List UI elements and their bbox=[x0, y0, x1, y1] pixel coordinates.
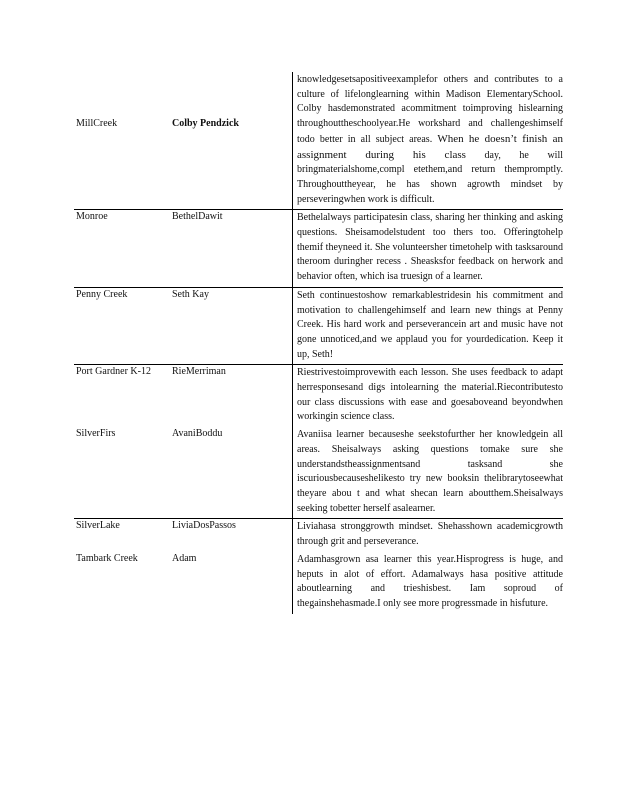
recognition-text-part: day, he will bringmaterialshome,compl etethem,and return thempromptly. Throughouttheyear, he has shown agrowth mindset by perseveringwhen work is difficult. bbox=[297, 149, 564, 205]
recognition-text: Liviahasa stronggrowth mindset. Shehasshown academicgrowth through grit and perseverance. bbox=[293, 519, 564, 552]
school-name: SilverFirs bbox=[76, 428, 116, 440]
recognition-text: Avaniisa learner becauseshe seekstofurther her knowledgein all areas. Sheisalways asking questions tomake sure she understandstheassignmentsand tasksand she iscuriousbecauseshelikesto try new booksin thelibrarytoseewhat theyare abou t and what shecan learn aboutthem.Sheisalways seeking tobetter herself asalearner. bbox=[293, 427, 564, 519]
recognition-text bbox=[293, 72, 564, 210]
school-name: Tambark Creek bbox=[76, 552, 138, 564]
student-name: Colby Pendzick bbox=[172, 118, 239, 129]
table-row bbox=[74, 72, 563, 210]
student-recognition-table bbox=[74, 72, 563, 614]
table-row bbox=[74, 552, 563, 614]
table-row bbox=[74, 365, 563, 427]
student-name: Adam bbox=[172, 552, 197, 564]
table-row bbox=[74, 427, 563, 519]
recognition-text: Riestrivestoimprovewith each lesson. She uses feedback to adapt herresponsesand digs intolearning the material.Riecontributesto our class discussions with ease and goesaboveand beyondwhen workingin science class. bbox=[293, 365, 564, 427]
student-name: RieMerriman bbox=[172, 365, 293, 427]
school-name: MillCreek bbox=[76, 118, 118, 129]
recognition-text-part: When he doesn’t finish an assignment during his class bbox=[297, 132, 563, 161]
table-row bbox=[74, 210, 563, 288]
student-name: Seth Kay bbox=[172, 287, 293, 365]
table-row bbox=[74, 519, 563, 552]
recognition-text-part: Colby hasdemonstrated acommitment toimproving hislearning throughouttheschoolyear.He workshard and challengeshimself todo better in all subject areas. bbox=[297, 103, 563, 145]
school-name: Penny Creek bbox=[74, 287, 172, 365]
school-name: SilverLake bbox=[74, 519, 172, 552]
student-name: BethelDawit bbox=[172, 210, 293, 288]
recognition-text: Adamhasgrown asa learner this year.Hisprogress is huge, and heputs in alot of effort. Adamalways hasa positive attitude aboutlearning and trieshisbest. Iam soproud of thegainshehasmade.I only see more progressmade in hisfuture. bbox=[293, 552, 564, 614]
student-name: AvaniBoddu bbox=[172, 428, 223, 440]
recognition-text: Seth continuestoshow remarkablestridesin his commitment and motivation to challengehimself and learn new things at Penny Creek. His hard work and perseverancein art and music have not gone unnoticed,and we applaud you for yourdedication. Keep it up, Seth! bbox=[293, 287, 564, 365]
recognition-text-continued: knowledgesetsapositiveexamplefor others and contributes to a culture of lifelonglearning within Madison ElementarySchool. bbox=[297, 74, 563, 100]
school-name: Port Gardner K-12 bbox=[74, 365, 172, 427]
student-name: LiviaDosPassos bbox=[172, 519, 293, 552]
school-name: Monroe bbox=[74, 210, 172, 288]
recognition-text: Bethelalways participatesin class, sharing her thinking and asking questions. Sheisamodelstudent too thers too. Offeringtohelp themif theyneed it. She volunteersher timetohelp with tasksaround theroom duringher recess . Sheasksfor feedback on herwork and behavior often, which isa truesign of a learner. bbox=[293, 210, 564, 288]
table-row bbox=[74, 287, 563, 365]
